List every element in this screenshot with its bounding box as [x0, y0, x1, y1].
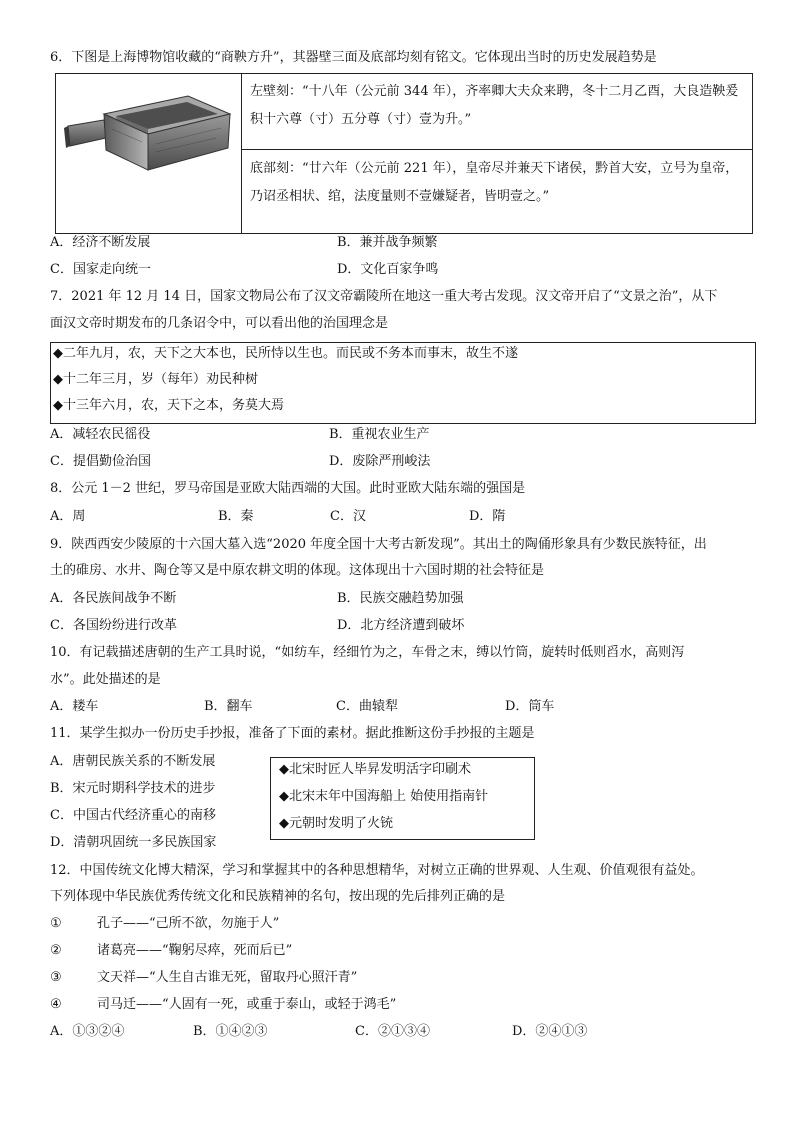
q9-stem-line2: 土的碓房、水井、陶仓等又是中原农耕文明的体现。这体现出十六国时期的社会特征是 [50, 563, 545, 578]
q11-material-3: ◆元朝时发明了火铳 [279, 816, 393, 831]
q7-option-d[interactable]: D．废除严刑峻法 [329, 454, 431, 469]
q8-stem: 8．公元 1－2 世纪，罗马帝国是亚欧大陆西端的大国。此时亚欧大陆东端的强国是 [50, 481, 526, 496]
q7-stem-line2: 面汉文帝时期发布的几条诏令中，可以看出他的治国理念是 [50, 316, 389, 331]
q12-option-d[interactable]: D．②④①③ [512, 1024, 588, 1039]
q12-stem-line2: 下列体现中华民族优秀传统文化和民族精神的名句，按出现的先后排列正确的是 [50, 889, 506, 904]
q9-option-d[interactable]: D．北方经济遭到破坏 [337, 618, 465, 633]
q7-option-c[interactable]: C．提倡勤俭治国 [50, 454, 151, 469]
q7-edict-box [50, 342, 756, 424]
q11-option-a[interactable]: A．唐朝民族关系的不断发展 [50, 754, 216, 769]
q11-material-2: ◆北宋末年中国海船上 始使用指南针 [279, 789, 489, 804]
q9-option-b[interactable]: B．民族交融趋势加强 [337, 591, 464, 606]
q6-table [55, 73, 753, 234]
q6-image-cell [56, 74, 242, 233]
q11-option-b[interactable]: B．宋元时期科学技术的进步 [50, 781, 216, 796]
q7-option-a[interactable]: A．减轻农民徭役 [50, 427, 151, 442]
q6-option-a[interactable]: A．经济不断发展 [50, 235, 151, 250]
q9-stem-line1: 9．陕西西安少陵原的十六国大墓入选“2020 年度全国十大考古新发现”。其出土的陶俑形象具有少数民族特征，出 [50, 537, 707, 552]
q6-bottom-inscription: 底部刻：“廿六年（公元前 221 年），皇帝尽并兼天下诸侯，黔首大安，立号为皇帝，乃诏丞相状、绾，法度量则不壹嫌疑者，皆明壹之。” [250, 161, 739, 204]
q12-item-3-text: 文天祥—“人生自古谁无死，留取丹心照汗青” [97, 970, 358, 985]
q8-option-a[interactable]: A．周 [50, 509, 86, 524]
q12-option-b[interactable]: B．①④②③ [193, 1024, 268, 1039]
q7-option-b[interactable]: B．重视农业生产 [329, 427, 430, 442]
q6-option-d[interactable]: D．文化百家争鸣 [337, 262, 439, 277]
shang-yang-square-sheng-image [56, 74, 241, 233]
q10-option-c[interactable]: C．曲辕犁 [336, 699, 398, 714]
q12-item-1-num: ① [50, 916, 62, 931]
q8-option-b[interactable]: B．秦 [218, 509, 254, 524]
q6-stem: 6．下图是上海博物馆收藏的“商鞅方升”，其器壁三面及底部均刻有铭文。它体现出当时的历史发展趋势是 [50, 50, 657, 65]
q12-option-a[interactable]: A．①③②④ [50, 1024, 125, 1039]
q12-stem-line1: 12．中国传统文化博大精深，学习和掌握其中的各种思想精华，对树立正确的世界观、人生观、价值观很有益处。 [50, 863, 704, 878]
q6-option-b[interactable]: B．兼并战争频繁 [337, 235, 438, 250]
q7-edict-1: ◆二年九月，农，天下之大本也，民所恃以生也。而民或不务本而事末，故生不遂 [53, 346, 518, 361]
q12-option-c[interactable]: C．②①③④ [355, 1024, 430, 1039]
q6-option-c[interactable]: C．国家走向统一 [50, 262, 151, 277]
q7-edict-2: ◆十二年三月，岁（每年）劝民种树 [53, 372, 258, 387]
q9-option-c[interactable]: C．各国纷纷进行改革 [50, 618, 177, 633]
q7-edict-3: ◆十三年六月，农，天下之本，务莫大焉 [53, 398, 284, 413]
q6-left-inscription: 左壁刻：“十八年（公元前 344 年），齐率卿大夫众来聘，冬十二月乙酉，大良造鞅爰积十六尊（寸）五分尊（寸）壹为升。” [242, 74, 752, 150]
q12-item-2-num: ② [50, 943, 62, 958]
q10-option-a[interactable]: A．耧车 [50, 699, 99, 714]
q10-option-b[interactable]: B．翻车 [204, 699, 253, 714]
q12-item-4-text: 司马迁——“人固有一死，或重于泰山，或轻于鸿毛” [97, 997, 397, 1012]
q11-material-1: ◆北宋时匠人毕昇发明活字印刷术 [279, 762, 471, 777]
q11-option-c[interactable]: C．中国古代经济重心的南移 [50, 808, 216, 823]
q10-stem-line1: 10．有记载描述唐朝的生产工具时说，“如纺车，经细竹为之，车骨之末，缚以竹筒，旋转时低则舀水，高则泻 [50, 645, 685, 660]
q10-stem-line2: 水”。此处描述的是 [50, 672, 161, 687]
q12-item-4-num: ④ [50, 997, 62, 1012]
q9-option-a[interactable]: A．各民族间战争不断 [50, 591, 177, 606]
q12-item-1-text: 孔子——“己所不欲，勿施于人” [97, 916, 280, 931]
q8-option-c[interactable]: C．汉 [330, 509, 366, 524]
q11-option-d[interactable]: D．清朝巩固统一多民族国家 [50, 835, 217, 850]
q10-option-d[interactable]: D．筒车 [505, 699, 555, 714]
q12-item-2-text: 诸葛亮——“鞠躬尽瘁，死而后已” [97, 943, 293, 958]
q8-option-d[interactable]: D．隋 [469, 509, 506, 524]
q11-stem: 11．某学生拟办一份历史手抄报，准备了下面的素材。据此推断这份手抄报的主题是 [50, 726, 535, 741]
q7-stem-line1: 7．2021 年 12 月 14 日，国家文物局公布了汉文帝霸陵所在地这一重大考古发现。汉文帝开启了“文景之治”，从下 [50, 289, 718, 304]
q11-material-box [270, 757, 535, 840]
q12-item-3-num: ③ [50, 970, 62, 985]
